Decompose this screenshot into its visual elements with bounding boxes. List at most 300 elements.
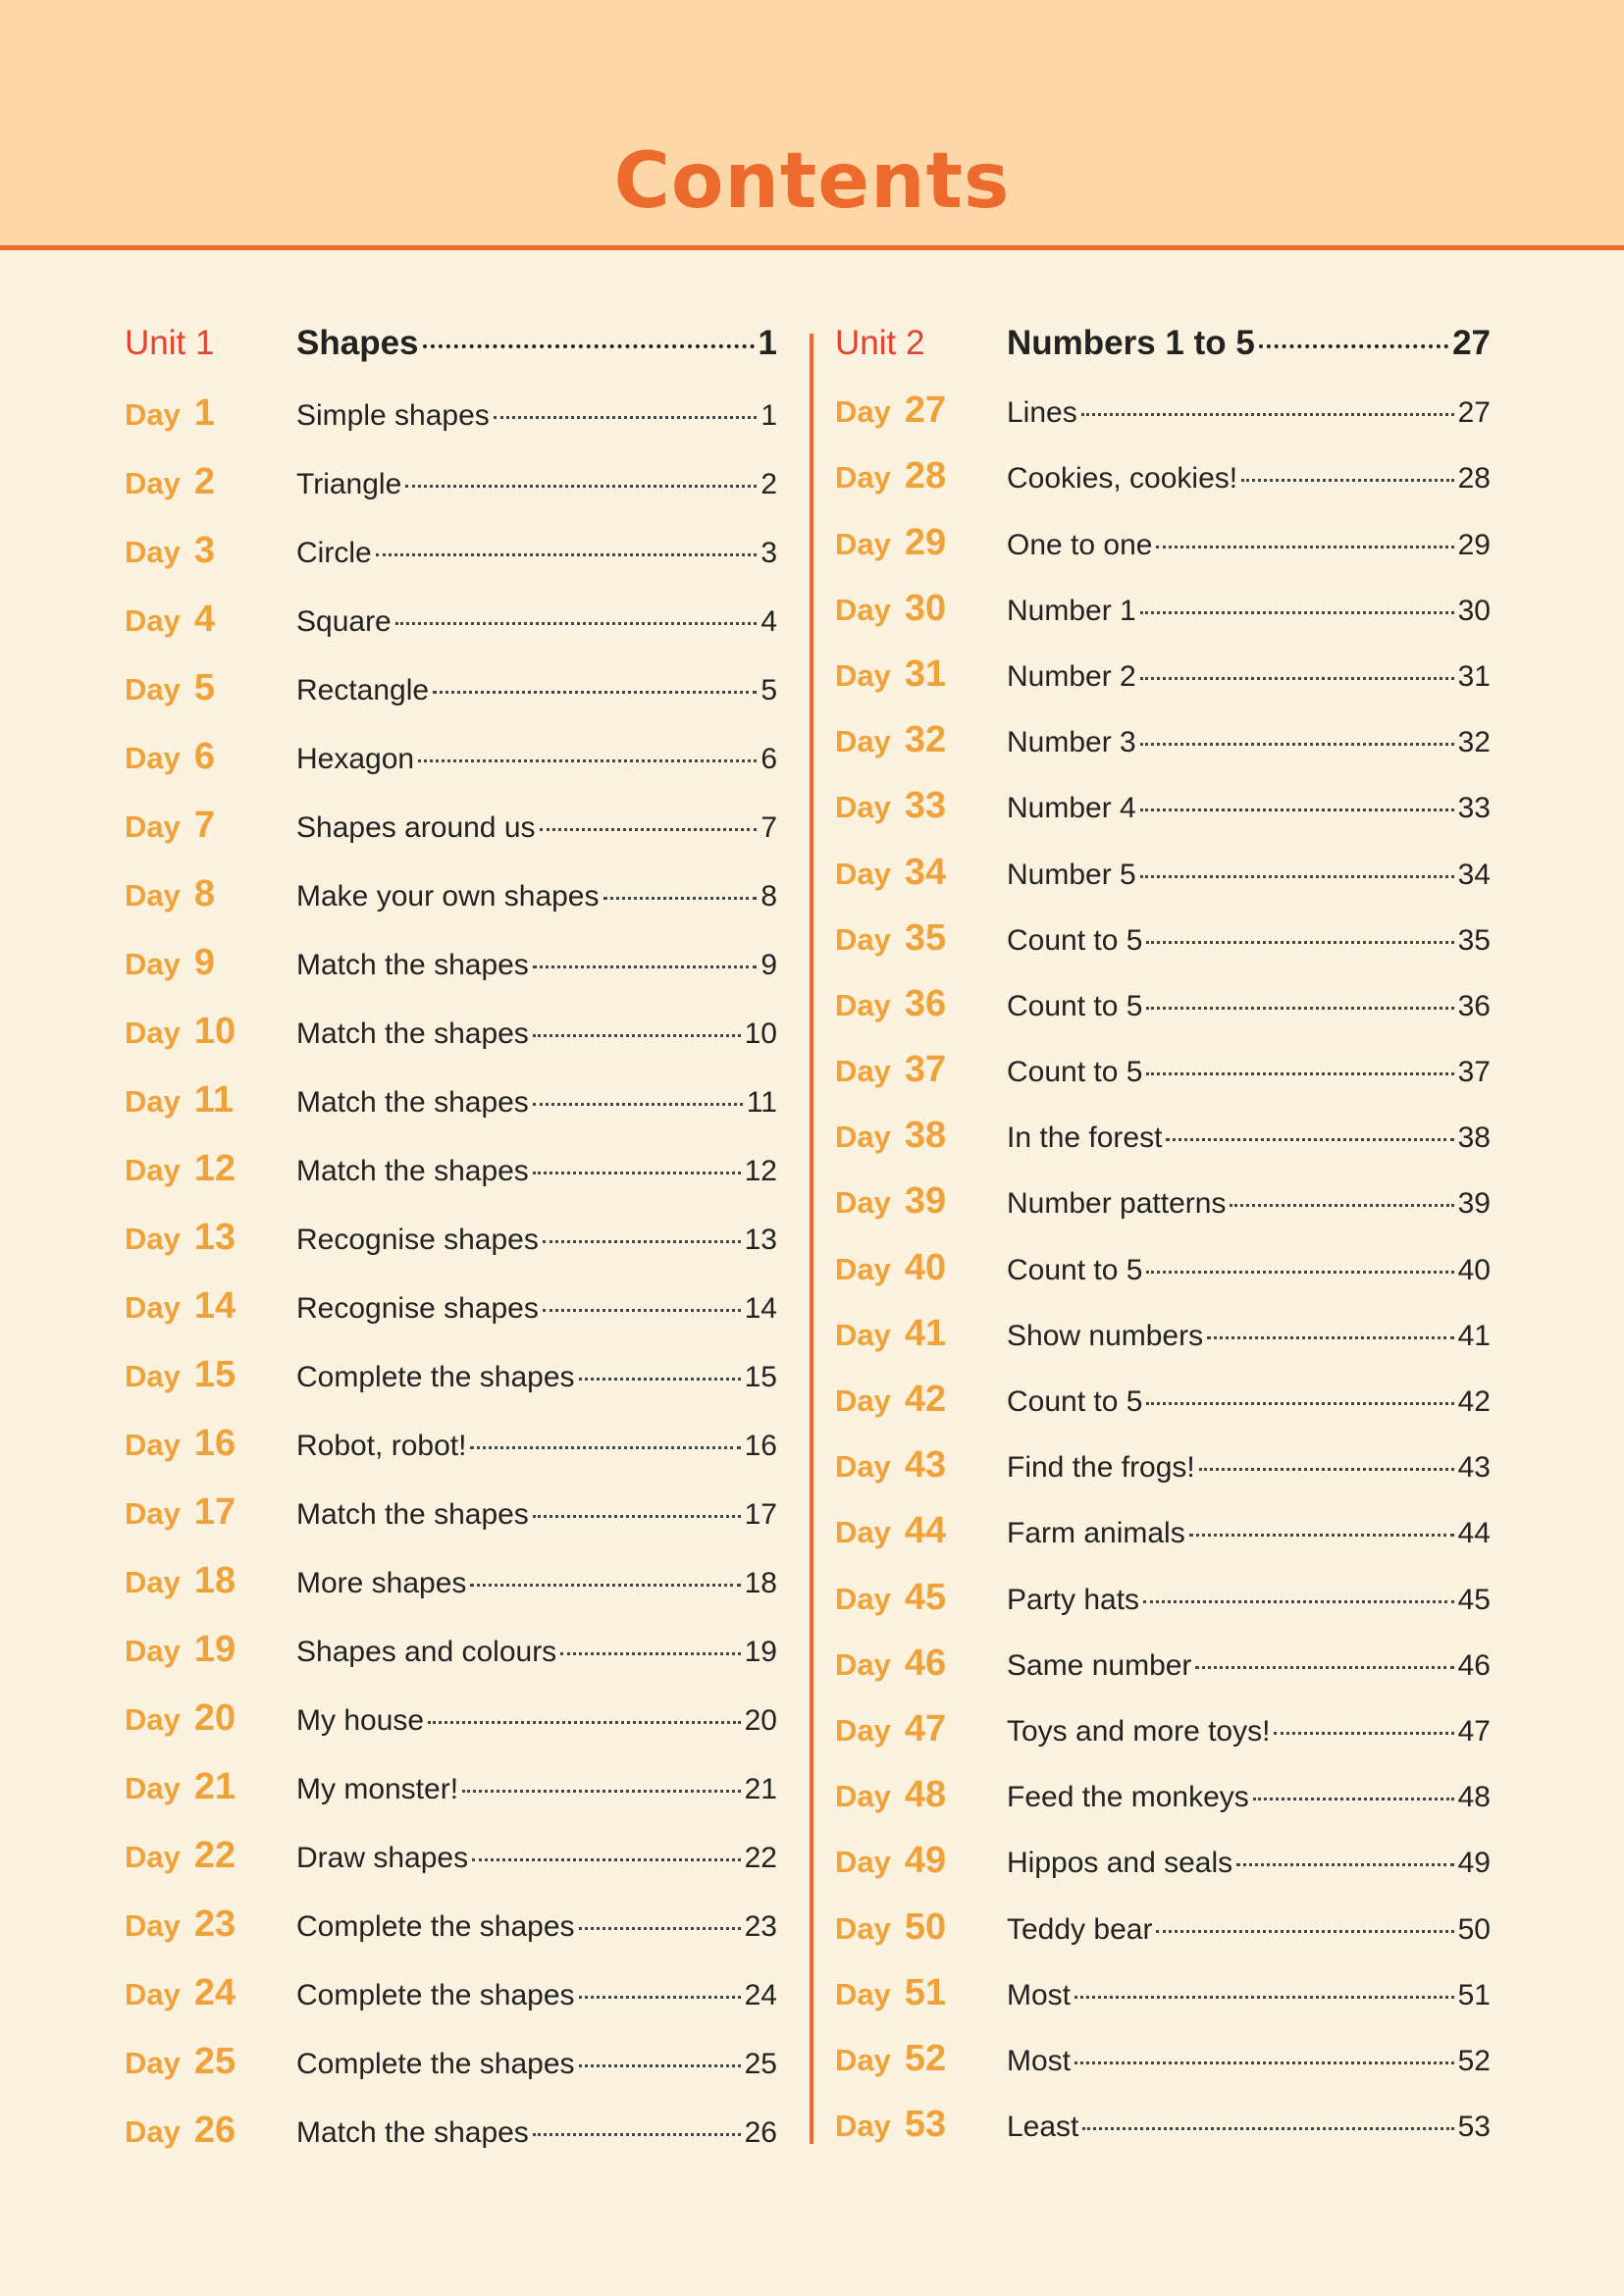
day-number: 15: [193, 1354, 236, 1395]
toc-entry: [1007, 859, 1491, 892]
day-word: Day: [125, 1222, 181, 1256]
entry-title: Count to 5: [1007, 989, 1143, 1022]
toc-entry: [296, 1636, 777, 1669]
toc-row[interactable]: [835, 522, 1491, 588]
toc-row[interactable]: [125, 392, 777, 461]
unit-1-column: [125, 324, 777, 2178]
toc-entry: [296, 674, 777, 707]
day-label: [835, 1313, 1007, 1355]
toc-entry: [1007, 1122, 1491, 1155]
page-number: 3: [760, 537, 777, 569]
entry-title: Number 3: [1007, 726, 1136, 759]
day-word: Day: [125, 1565, 181, 1599]
unit-header-row[interactable]: [835, 324, 1491, 390]
day-number: 16: [193, 1423, 236, 1464]
toc-entry: [1007, 990, 1491, 1023]
day-word: Day: [125, 809, 181, 844]
entry-title: Rectangle: [296, 674, 430, 706]
toc-entry: [296, 1361, 777, 1394]
dot-leader: [579, 1927, 741, 1930]
page-number: 28: [1457, 462, 1491, 496]
day-label: [835, 2104, 1007, 2146]
day-word: Day: [835, 2042, 891, 2077]
day-word: Day: [125, 1840, 181, 1874]
dot-leader: [1253, 1798, 1454, 1800]
day-word: Day: [835, 1251, 891, 1286]
day-number: 9: [193, 942, 216, 983]
toc-row[interactable]: [835, 1906, 1491, 1972]
entry-title: Find the frogs!: [1007, 1451, 1195, 1485]
toc-row[interactable]: [125, 1697, 777, 1766]
toc-entry: [1007, 792, 1491, 825]
day-number: 34: [904, 851, 947, 893]
day-word: Day: [125, 1016, 181, 1050]
day-number: 41: [904, 1312, 947, 1354]
day-word: Day: [125, 1084, 181, 1119]
toc-row[interactable]: [835, 1840, 1491, 1905]
toc-row[interactable]: [125, 1148, 777, 1217]
page-number: 20: [744, 1704, 777, 1737]
day-word: Day: [125, 2114, 181, 2149]
dot-leader: [533, 1034, 741, 1037]
toc-entry: [1007, 1847, 1491, 1880]
dot-leader: [1140, 875, 1454, 878]
toc-row[interactable]: [125, 1560, 777, 1629]
header-band: [0, 0, 1624, 250]
day-label: [835, 455, 1007, 497]
toc-entry: [1007, 1385, 1491, 1419]
toc-entry: [296, 1086, 777, 1120]
page-number: 46: [1457, 1648, 1491, 1682]
entry-title: Simple shapes: [296, 399, 490, 432]
dot-leader: [533, 1515, 741, 1518]
dot-leader: [1230, 1204, 1453, 1207]
day-number: 25: [193, 2041, 236, 2082]
toc-entry: [296, 1498, 777, 1532]
toc-entry: [1007, 1320, 1491, 1353]
toc-entry: [296, 880, 777, 913]
page-number: 50: [1457, 1912, 1491, 1946]
page-number: 1: [758, 324, 777, 362]
entry-title: Number 1: [1007, 594, 1136, 627]
toc-row[interactable]: [835, 1444, 1491, 1510]
toc-entry: [1007, 1254, 1491, 1287]
day-number: 29: [904, 521, 947, 563]
toc-entry: [296, 743, 777, 776]
entry-title: Robot, robot!: [296, 1430, 467, 1462]
day-word: Day: [125, 1908, 181, 1943]
page-number: 31: [1457, 659, 1491, 693]
toc-entry: [1007, 595, 1491, 628]
day-word: Day: [835, 1185, 891, 1221]
dot-leader: [1195, 1666, 1453, 1669]
day-number: 30: [904, 587, 947, 629]
toc-row[interactable]: [125, 1972, 777, 2041]
dot-leader: [1140, 809, 1454, 811]
toc-entry: [1007, 1187, 1491, 1221]
dot-leader: [1274, 1732, 1453, 1735]
entry-title: Hexagon: [296, 743, 415, 775]
day-label: [125, 1560, 296, 1602]
day-label: [835, 2038, 1007, 2080]
toc-row[interactable]: [125, 805, 777, 873]
toc-row[interactable]: [835, 1247, 1491, 1313]
day-number: 44: [904, 1510, 947, 1552]
entry-title: Show numbers: [1007, 1319, 1204, 1352]
page-number: 29: [1457, 528, 1491, 561]
toc-row[interactable]: [125, 599, 777, 667]
toc-row[interactable]: [835, 785, 1491, 851]
unit-header-row[interactable]: [125, 324, 777, 392]
toc-row[interactable]: [125, 736, 777, 805]
day-label: [125, 1629, 296, 1671]
day-word: Day: [125, 535, 181, 569]
day-label: [835, 1444, 1007, 1487]
day-number: 20: [193, 1697, 236, 1739]
entry-title: Cookies, cookies!: [1007, 462, 1238, 496]
day-word: Day: [125, 947, 181, 981]
day-label: [125, 1423, 296, 1465]
toc-entry: [1007, 726, 1491, 759]
day-number: 7: [193, 805, 216, 846]
entry-title: My house: [296, 1704, 425, 1737]
entry-title: Triangle: [296, 468, 402, 500]
toc-row[interactable]: [835, 1774, 1491, 1840]
toc-row[interactable]: [125, 1354, 777, 1423]
day-label: [125, 1835, 296, 1877]
day-word: Day: [835, 1910, 891, 1946]
day-number: 36: [904, 982, 947, 1024]
day-word: Day: [835, 1646, 891, 1682]
toc-row[interactable]: [835, 1577, 1491, 1643]
entry-title: Farm animals: [1007, 1517, 1185, 1550]
entry-title: My monster!: [296, 1773, 459, 1805]
day-number: 3: [193, 530, 216, 571]
toc-entry: [296, 1567, 777, 1600]
day-label: [835, 1115, 1007, 1157]
toc-row[interactable]: [835, 1115, 1491, 1180]
entry-title: Match the shapes: [296, 1155, 529, 1187]
entry-title: Toys and more toys!: [1007, 1714, 1271, 1748]
toc-row[interactable]: [125, 667, 777, 736]
dot-leader: [543, 1309, 741, 1312]
dot-leader: [472, 1858, 741, 1861]
toc-row[interactable]: [125, 942, 777, 1011]
day-label: [125, 1354, 296, 1396]
page-number: 23: [744, 1910, 777, 1943]
toc-row[interactable]: [125, 1766, 777, 1835]
dot-leader: [1074, 1996, 1454, 1999]
day-label: [835, 588, 1007, 630]
day-number: 51: [904, 1971, 947, 2013]
dot-leader: [395, 622, 758, 625]
day-word: Day: [125, 878, 181, 913]
dot-leader: [579, 2064, 741, 2067]
toc-row[interactable]: [835, 1643, 1491, 1708]
toc-row[interactable]: [125, 1011, 777, 1079]
toc-row[interactable]: [835, 1180, 1491, 1246]
page-number: 24: [744, 1979, 777, 2011]
toc-row[interactable]: [835, 1379, 1491, 1444]
entry-title: Shapes around us: [296, 811, 536, 844]
page-number: 7: [760, 811, 777, 844]
toc-entry: [1007, 2111, 1491, 2144]
toc-row[interactable]: [835, 1313, 1491, 1379]
toc-row[interactable]: [125, 1904, 777, 1972]
toc-entry: [296, 1773, 777, 1806]
day-number: 52: [904, 2037, 947, 2079]
dot-leader: [405, 485, 757, 488]
page-number: 1: [760, 399, 777, 432]
day-word: Day: [835, 1317, 891, 1352]
dot-leader: [1156, 1930, 1453, 1933]
entry-title: Complete the shapes: [296, 1361, 575, 1393]
toc-entry: [296, 468, 777, 501]
dot-leader: [533, 965, 758, 968]
toc-row[interactable]: [835, 1510, 1491, 1576]
toc-entry: [296, 2048, 777, 2081]
dot-leader: [1146, 1007, 1453, 1010]
entry-title: More shapes: [296, 1567, 467, 1599]
page-number: 42: [1457, 1385, 1491, 1418]
day-label: [125, 667, 296, 709]
day-number: 17: [193, 1491, 236, 1533]
day-label: [125, 805, 296, 847]
day-word: Day: [125, 1977, 181, 2011]
page-number: 32: [1457, 726, 1491, 759]
day-word: Day: [835, 1449, 891, 1485]
toc-row[interactable]: [835, 1972, 1491, 2038]
dot-leader: [1074, 2061, 1454, 2064]
day-word: Day: [835, 526, 891, 561]
toc-row[interactable]: [125, 1079, 777, 1148]
day-number: 21: [193, 1766, 236, 1807]
entry-title: Circle: [296, 537, 372, 569]
day-label: [835, 1379, 1007, 1421]
dot-leader: [543, 1240, 741, 1243]
toc-row[interactable]: [125, 1423, 777, 1491]
toc-entry: [296, 949, 777, 982]
dot-leader: [1166, 1138, 1453, 1141]
dot-leader: [1146, 1402, 1453, 1405]
toc-row[interactable]: [835, 1049, 1491, 1115]
dot-leader: [579, 1996, 741, 1999]
unit-entry: [296, 324, 777, 363]
entry-title: Hippos and seals: [1007, 1847, 1233, 1880]
day-label: [835, 1247, 1007, 1289]
dot-leader: [1140, 677, 1454, 680]
toc-row[interactable]: [125, 2041, 777, 2110]
toc-row[interactable]: [125, 530, 777, 599]
toc-entry: [296, 537, 777, 570]
day-number: 31: [904, 652, 947, 695]
page-number: 34: [1457, 858, 1491, 891]
entry-title: Most: [1007, 1978, 1072, 2011]
toc-entry: [1007, 1715, 1491, 1748]
unit-title: Shapes: [296, 324, 419, 362]
entry-title: Match the shapes: [296, 1086, 529, 1119]
day-label: [125, 736, 296, 778]
toc-row[interactable]: [835, 1708, 1491, 1774]
day-label: [125, 1011, 296, 1053]
day-number: 32: [904, 719, 947, 761]
page-number: 27: [1452, 324, 1491, 362]
dot-leader: [433, 691, 757, 694]
day-word: Day: [835, 1120, 891, 1155]
entry-title: Complete the shapes: [296, 1910, 575, 1943]
toc-entry: [296, 1910, 777, 1944]
toc-row[interactable]: [835, 588, 1491, 653]
day-number: 49: [904, 1840, 947, 1882]
toc-entry: [296, 2116, 777, 2150]
toc-row[interactable]: [125, 1629, 777, 1697]
day-label: [835, 852, 1007, 894]
toc-entry: [296, 1430, 777, 1463]
toc-row[interactable]: [125, 1835, 777, 1904]
day-label: [835, 1643, 1007, 1685]
toc-row[interactable]: [125, 1217, 777, 1285]
dot-leader: [494, 416, 758, 419]
day-word: Day: [125, 741, 181, 775]
toc-entry: [1007, 924, 1491, 958]
day-number: 38: [904, 1115, 947, 1157]
dot-leader: [1156, 546, 1453, 548]
unit-entry: [1007, 324, 1491, 363]
toc-row[interactable]: [125, 1491, 777, 1560]
page-number: 47: [1457, 1714, 1491, 1748]
toc-entry: [1007, 396, 1491, 430]
entry-title: Match the shapes: [296, 1498, 529, 1531]
dot-leader: [462, 1790, 741, 1793]
day-number: 39: [904, 1180, 947, 1223]
page-number: 51: [1457, 1978, 1491, 2011]
dot-leader: [428, 1721, 741, 1724]
page-number: 13: [744, 1224, 777, 1256]
day-number: 1: [193, 392, 216, 434]
entry-title: Complete the shapes: [296, 1979, 575, 2011]
day-label: [125, 1079, 296, 1122]
day-number: 6: [193, 736, 216, 777]
entry-title: Number 5: [1007, 858, 1136, 891]
day-word: Day: [835, 460, 891, 496]
toc-row[interactable]: [835, 983, 1491, 1049]
dot-leader: [376, 553, 758, 556]
toc-entry: [296, 811, 777, 845]
toc-row[interactable]: [835, 2038, 1491, 2104]
page-number: 37: [1457, 1056, 1491, 1089]
entry-title: Number 4: [1007, 792, 1136, 825]
day-word: Day: [835, 1712, 891, 1748]
day-label: [125, 461, 296, 503]
day-label: [125, 1285, 296, 1328]
entry-title: Count to 5: [1007, 1253, 1143, 1286]
day-number: 12: [193, 1148, 236, 1189]
page-number: 38: [1457, 1122, 1491, 1155]
toc-row[interactable]: [835, 2104, 1491, 2169]
page-number: 11: [746, 1086, 777, 1119]
dot-leader: [603, 897, 758, 900]
page-number: 21: [744, 1773, 777, 1805]
page-number: 19: [744, 1636, 777, 1668]
page-number: 12: [744, 1155, 777, 1187]
unit-label: Unit 2: [835, 324, 925, 362]
page-number: 40: [1457, 1253, 1491, 1286]
day-label: [125, 2041, 296, 2083]
day-number: 14: [193, 1285, 236, 1327]
toc-entry: [296, 399, 777, 433]
entry-title: Match the shapes: [296, 949, 529, 981]
toc-row[interactable]: [125, 461, 777, 530]
page-number: 8: [760, 880, 777, 913]
dot-leader: [533, 2133, 741, 2136]
day-label: [835, 983, 1007, 1025]
toc-row[interactable]: [835, 455, 1491, 521]
day-label: [125, 1491, 296, 1534]
unit-label: Unit 1: [125, 324, 215, 362]
day-label: [125, 2110, 296, 2152]
dot-leader: [1140, 743, 1454, 746]
day-word: Day: [125, 397, 181, 432]
day-label: [125, 1972, 296, 2014]
page-number: 53: [1457, 2111, 1491, 2144]
page-number: 25: [744, 2048, 777, 2080]
dot-leader: [579, 1378, 741, 1381]
day-label: [835, 1180, 1007, 1223]
entry-title: Shapes and colours: [296, 1636, 557, 1668]
column-divider: [810, 334, 813, 2144]
toc-row[interactable]: [835, 390, 1491, 455]
entry-title: Teddy bear: [1007, 1912, 1153, 1946]
day-word: Day: [835, 1779, 891, 1814]
day-label: [125, 530, 296, 572]
day-label: [835, 1708, 1007, 1750]
day-number: 42: [904, 1379, 947, 1420]
page-number: 17: [744, 1498, 777, 1531]
page-number: 26: [744, 2116, 777, 2149]
day-number: 40: [904, 1246, 947, 1288]
toc-row[interactable]: [125, 873, 777, 942]
day-word: Day: [835, 1845, 891, 1880]
dot-leader: [560, 1652, 740, 1655]
entry-title: Square: [296, 605, 392, 638]
day-word: Day: [835, 856, 891, 891]
day-label: [125, 1148, 296, 1190]
toc-entry: [1007, 1584, 1491, 1617]
dot-leader: [1146, 941, 1453, 944]
entry-title: Draw shapes: [296, 1842, 469, 1874]
entry-title: One to one: [1007, 528, 1153, 561]
toc-row[interactable]: [835, 852, 1491, 917]
toc-row[interactable]: [835, 653, 1491, 719]
page-number: 52: [1457, 2044, 1491, 2077]
page-number: 35: [1457, 923, 1491, 957]
toc-row[interactable]: [835, 917, 1491, 983]
day-number: 10: [193, 1011, 236, 1052]
toc-entry: [1007, 1781, 1491, 1814]
entry-title: Match the shapes: [296, 1018, 529, 1050]
page-number: 14: [744, 1292, 777, 1325]
entry-title: Least: [1007, 2111, 1079, 2144]
toc-row[interactable]: [125, 2110, 777, 2178]
day-label: [125, 942, 296, 984]
day-number: 5: [193, 667, 216, 708]
toc-row[interactable]: [835, 719, 1491, 785]
dot-leader: [1146, 1271, 1453, 1274]
day-word: Day: [125, 466, 181, 500]
toc-row[interactable]: [125, 1285, 777, 1354]
day-number: 22: [193, 1835, 236, 1876]
toc-entry: [1007, 462, 1491, 496]
